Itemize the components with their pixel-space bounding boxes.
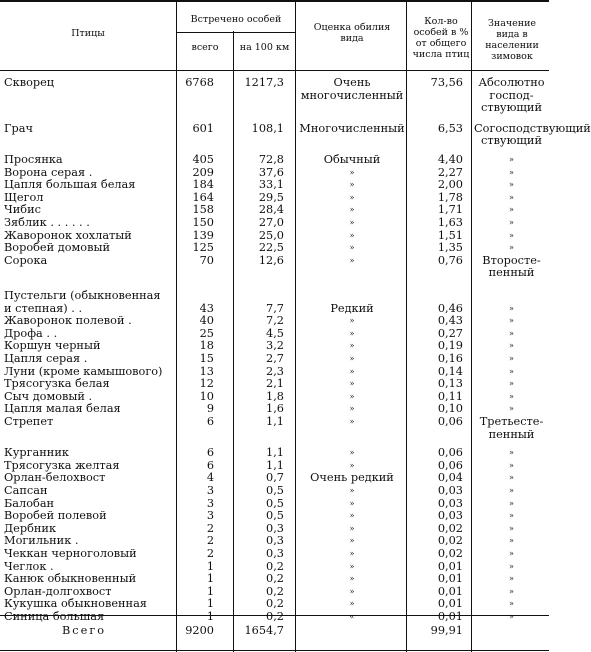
density-cell: 0,3 — [266, 534, 284, 548]
percent-cell: 0,06 — [437, 446, 463, 460]
count-cell: 13 — [199, 364, 214, 378]
bird-name: Просянка — [4, 153, 63, 166]
significance-cell: » — [509, 574, 514, 584]
abundance-cell: » — [349, 498, 355, 508]
significance-cell: Третьесте- — [479, 415, 544, 428]
significance-cell: » — [509, 511, 514, 521]
significance-cell: » — [509, 205, 514, 215]
abundance-cell: » — [349, 460, 355, 470]
density-cell: 0,2 — [266, 584, 284, 598]
percent-cell: 0,01 — [437, 597, 463, 611]
abundance-cell: » — [349, 536, 355, 546]
percent-cell: 1,71 — [437, 203, 463, 217]
abundance-cell: Многочисленный — [299, 121, 405, 135]
header-sub-divider — [177, 32, 295, 33]
significance-cell: » — [509, 536, 514, 546]
percent-cell: 2,27 — [437, 165, 463, 179]
abundance-cell: » — [349, 586, 355, 596]
bird-name: Чибис — [4, 203, 41, 217]
table-row — [0, 102, 549, 115]
total-divider — [0, 615, 549, 616]
bird-name: Дрофа . . — [4, 326, 58, 340]
count-cell: 164 — [192, 190, 214, 204]
abundance-cell: » — [349, 354, 355, 363]
density-cell: 0,5 — [266, 509, 284, 523]
bird-name: Пустельги (обыкновенная — [4, 289, 161, 302]
abundance-cell: » — [349, 391, 355, 401]
count-cell: 2 — [206, 534, 214, 548]
significance-cell: » — [509, 473, 514, 483]
density-cell: 1217,3 — [244, 76, 284, 89]
abundance-cell: » — [349, 549, 355, 558]
table-row — [0, 611, 549, 624]
percent-cell: 0,01 — [437, 572, 463, 586]
bird-name: Трясогузка белая — [4, 377, 110, 391]
table-body — [0, 69, 591, 652]
abundance-cell: » — [349, 448, 355, 458]
count-cell: 43 — [199, 301, 214, 315]
bird-name: Чеглок . — [4, 559, 54, 573]
percent-cell: 0,11 — [437, 389, 463, 403]
percent-cell: 0,43 — [437, 314, 463, 328]
table-row — [0, 378, 549, 391]
percent-cell: 0,06 — [437, 415, 463, 428]
bird-name: Сапсан — [4, 484, 48, 497]
table-header — [0, 0, 549, 71]
density-cell: 0,2 — [266, 610, 284, 623]
table-row — [0, 290, 549, 303]
bird-name: Ворона серая . — [4, 165, 93, 179]
significance-cell: » — [509, 586, 514, 596]
abundance-cell: многочисленный — [300, 88, 404, 102]
count-cell: 1 — [206, 597, 214, 611]
count-cell: 4 — [206, 471, 214, 485]
percent-cell: 73,56 — [430, 76, 463, 89]
count-cell: 601 — [192, 121, 214, 135]
table-row — [0, 90, 549, 103]
percent-cell: 0,14 — [437, 364, 463, 378]
bird-name: Щегол — [4, 190, 44, 204]
density-cell: 7,7 — [266, 301, 284, 315]
bird-name: Коршун черный — [4, 339, 101, 353]
abundance-cell: » — [349, 243, 355, 253]
bird-name: Курганник — [4, 446, 69, 460]
bird-name: Трясогузка желтая — [4, 458, 120, 472]
abundance-cell: » — [349, 192, 355, 202]
count-cell: 25 — [199, 326, 214, 340]
significance-cell: » — [509, 243, 514, 253]
significance-cell: » — [509, 561, 514, 571]
percent-cell: 0,10 — [437, 402, 463, 416]
significance-cell: господ- — [489, 88, 534, 102]
percent-cell: 1,35 — [437, 241, 463, 255]
table-row — [0, 217, 549, 230]
density-cell: 25,0 — [258, 228, 284, 242]
significance-cell: ствующий — [481, 134, 542, 148]
abundance-cell: Обычный — [323, 153, 381, 166]
significance-cell: пенный — [488, 266, 535, 280]
count-cell: 12 — [199, 377, 214, 391]
table-row — [0, 135, 549, 148]
percent-cell: 1,51 — [437, 228, 463, 242]
significance-cell: » — [509, 460, 514, 470]
abundance-cell: » — [349, 599, 355, 609]
density-cell: 27,0 — [258, 216, 284, 229]
count-cell: 15 — [199, 352, 214, 365]
abundance-cell: « — [349, 612, 355, 621]
percent-cell: 0,03 — [437, 484, 463, 497]
significance-cell: » — [509, 354, 514, 363]
bird-name: Цапля большая белая — [4, 178, 136, 192]
density-cell: 0,2 — [266, 559, 284, 573]
density-cell: 2,7 — [266, 352, 284, 365]
percent-cell: 0,19 — [437, 339, 463, 353]
significance-cell: » — [509, 366, 514, 376]
percent-cell: 0,01 — [437, 559, 463, 573]
significance-cell: » — [509, 167, 514, 177]
count-cell: 2 — [206, 521, 214, 535]
table-row — [0, 121, 591, 136]
percent-cell: 1,63 — [437, 216, 463, 229]
table-row — [0, 255, 549, 268]
percent-cell: 0,76 — [437, 253, 463, 267]
abundance-cell: » — [349, 366, 355, 376]
significance-cell: Второсте- — [482, 253, 541, 267]
count-cell: 125 — [192, 241, 214, 255]
significance-cell: » — [509, 549, 514, 558]
percent-cell: 0,02 — [437, 521, 463, 535]
density-cell: 28,4 — [258, 203, 284, 217]
significance-cell: » — [509, 486, 514, 495]
table-row — [0, 315, 549, 328]
significance-cell: » — [509, 341, 514, 351]
percent-cell: 0,06 — [437, 458, 463, 472]
count-cell: 6768 — [185, 76, 214, 89]
table-row — [0, 573, 549, 586]
bird-name: Могильник . — [4, 534, 79, 548]
significance-cell: » — [509, 523, 514, 533]
count-cell: 40 — [199, 314, 214, 328]
bird-name: Чеккан черноголовый — [4, 547, 137, 560]
total-count: 9200 — [185, 624, 214, 637]
significance-cell: » — [509, 448, 514, 458]
total-label: Всего — [62, 624, 107, 637]
bird-name: Воробей полевой — [4, 509, 107, 523]
significance-cell: » — [509, 192, 514, 202]
count-cell: 1 — [206, 572, 214, 586]
abundance-cell: » — [349, 230, 355, 240]
density-cell: 12,6 — [258, 253, 284, 267]
bird-name: Цапля малая белая — [4, 402, 121, 416]
header-per100: на 100 км — [239, 42, 290, 53]
significance-cell: пенный — [488, 427, 535, 441]
significance-cell: » — [509, 218, 514, 227]
bird-name: Жаворонок хохлатый — [4, 228, 132, 242]
count-cell: 10 — [199, 389, 214, 403]
abundance-cell: Очень — [333, 76, 371, 89]
total-pct: 99,91 — [430, 624, 463, 637]
header-abundance: Оценка обилия вида — [313, 22, 391, 44]
count-cell: 9 — [206, 402, 214, 416]
count-cell: 209 — [192, 165, 214, 179]
density-cell: 0,3 — [266, 521, 284, 535]
abundance-cell: » — [349, 486, 355, 495]
bird-name: Дербник — [4, 521, 57, 535]
abundance-cell: » — [349, 328, 355, 338]
percent-cell: 6,53 — [437, 121, 463, 135]
significance-cell: » — [509, 379, 514, 389]
count-cell: 184 — [192, 178, 214, 192]
abundance-cell: » — [349, 511, 355, 521]
percent-cell: 0,03 — [437, 496, 463, 510]
abundance-cell: » — [349, 167, 355, 177]
percent-cell: 0,13 — [437, 377, 463, 391]
bird-name: Кукушка обыкновенная — [4, 597, 147, 611]
count-cell: 6 — [206, 415, 214, 428]
density-cell: 2,1 — [266, 377, 284, 391]
significance-cell: » — [509, 391, 514, 401]
bird-name: Скворец — [4, 76, 55, 89]
density-cell: 1,8 — [266, 389, 284, 403]
abundance-cell: Очень редкий — [310, 471, 394, 485]
density-cell: 1,6 — [266, 402, 284, 416]
abundance-cell: » — [349, 316, 355, 326]
density-cell: 37,6 — [258, 165, 284, 179]
header-met-group: Встречено особей — [190, 14, 282, 25]
bottom-border — [0, 650, 549, 651]
density-cell: 0,2 — [266, 572, 284, 586]
count-cell: 1 — [206, 559, 214, 573]
bird-name: Орлан-долгохвост — [4, 584, 112, 598]
density-cell: 0,5 — [266, 484, 284, 497]
table-row — [0, 77, 549, 90]
count-cell: 1 — [206, 584, 214, 598]
density-cell: 7,2 — [266, 314, 284, 328]
header-share: Кол-во особей в % от общего числа птиц — [412, 16, 470, 60]
table-row — [0, 154, 549, 167]
count-cell: 6 — [206, 446, 214, 460]
density-cell: 0,7 — [266, 471, 284, 485]
percent-cell: 0,46 — [437, 301, 463, 315]
density-cell: 0,2 — [266, 597, 284, 611]
percent-cell: 0,03 — [437, 509, 463, 523]
count-cell: 1 — [206, 610, 214, 623]
significance-cell: Согосподствующий — [474, 121, 591, 135]
percent-cell: 4,40 — [437, 153, 463, 166]
table-row — [0, 429, 549, 442]
count-cell: 405 — [192, 153, 214, 166]
significance-cell: » — [509, 599, 514, 609]
table-row — [0, 510, 549, 523]
percent-cell: 0,16 — [437, 352, 463, 365]
count-cell: 3 — [206, 496, 214, 510]
table-row — [0, 242, 549, 255]
percent-cell: 0,02 — [437, 534, 463, 548]
significance-cell: » — [509, 230, 514, 240]
table-row — [0, 548, 549, 561]
count-cell: 70 — [199, 253, 214, 267]
bird-name: Орлан-белохвост — [4, 471, 106, 485]
significance-cell: ствующий — [481, 101, 542, 115]
count-cell: 6 — [206, 458, 214, 472]
bird-name: Сорока — [4, 253, 48, 267]
significance-cell: » — [509, 404, 514, 414]
bird-name: Жаворонок полевой . — [4, 314, 132, 328]
density-cell: 1,1 — [266, 446, 284, 460]
abundance-cell: » — [349, 574, 355, 584]
abundance-cell: » — [349, 180, 355, 190]
abundance-cell: » — [349, 379, 355, 389]
abundance-cell: » — [349, 404, 355, 414]
percent-cell: 0,01 — [437, 610, 463, 623]
density-cell: 0,5 — [266, 496, 284, 510]
density-cell: 3,2 — [266, 339, 284, 353]
bird-name: Грач — [4, 121, 33, 135]
density-cell: 33,1 — [258, 178, 284, 192]
bird-name: Цапля серая . — [4, 352, 88, 365]
significance-cell: » — [509, 316, 514, 326]
bird-name: Луни (кроме камышового) — [4, 364, 163, 378]
table-row — [0, 267, 549, 280]
percent-cell: 0,01 — [437, 584, 463, 598]
bird-name: и степная) . . — [4, 301, 83, 315]
bird-name: Канюк обыкновенный — [4, 572, 137, 586]
abundance-cell: » — [349, 255, 355, 265]
significance-cell: Абсолютно — [478, 76, 545, 89]
significance-cell: » — [509, 155, 514, 164]
table-row — [0, 353, 549, 366]
total-row — [0, 624, 549, 638]
bird-name: Сыч домовый . — [4, 389, 93, 403]
count-cell: 158 — [192, 203, 214, 217]
significance-cell: » — [509, 180, 514, 190]
abundance-cell: » — [349, 341, 355, 351]
table-row — [0, 416, 549, 429]
abundance-cell: » — [349, 417, 355, 426]
header-birds: Птицы — [71, 28, 105, 39]
percent-cell: 2,00 — [437, 178, 463, 192]
header-significance: Значение вида в населении зимовок — [485, 18, 539, 62]
bird-name: Зяблик . . . . . . — [4, 216, 90, 229]
abundance-cell: » — [349, 523, 355, 533]
significance-cell: » — [509, 498, 514, 508]
bird-name: Воробей домовый — [4, 241, 110, 255]
density-cell: 1,1 — [266, 458, 284, 472]
percent-cell: 1,78 — [437, 190, 463, 204]
table-row — [0, 447, 549, 460]
count-cell: 2 — [206, 547, 214, 560]
density-cell: 108,1 — [251, 121, 284, 135]
total-density: 1654,7 — [244, 624, 284, 637]
significance-cell: » — [509, 328, 514, 338]
abundance-cell: » — [349, 205, 355, 215]
density-cell: 4,5 — [266, 326, 284, 340]
abundance-cell: » — [349, 561, 355, 571]
percent-cell: 0,27 — [437, 326, 463, 340]
density-cell: 72,8 — [258, 153, 284, 166]
bird-name: Стрепет — [4, 415, 54, 428]
table-row — [0, 179, 549, 192]
header-total: всего — [191, 42, 219, 53]
count-cell: 3 — [206, 509, 214, 523]
table-row — [0, 485, 549, 498]
percent-cell: 0,02 — [437, 547, 463, 560]
density-cell: 22,5 — [258, 241, 284, 255]
density-cell: 2,3 — [266, 364, 284, 378]
percent-cell: 0,04 — [437, 471, 463, 485]
bird-name: Синица большая — [4, 610, 105, 623]
density-cell: 0,3 — [266, 547, 284, 560]
abundance-cell: » — [349, 218, 355, 227]
count-cell: 18 — [199, 339, 214, 353]
abundance-cell: Редкий — [330, 301, 374, 315]
density-cell: 1,1 — [266, 415, 284, 428]
count-cell: 150 — [192, 216, 214, 229]
bird-name: Балобан — [4, 496, 55, 510]
count-cell: 3 — [206, 484, 214, 497]
significance-cell: » — [509, 612, 514, 621]
density-cell: 29,5 — [258, 190, 284, 204]
significance-cell: » — [509, 303, 514, 313]
count-cell: 139 — [192, 228, 214, 242]
